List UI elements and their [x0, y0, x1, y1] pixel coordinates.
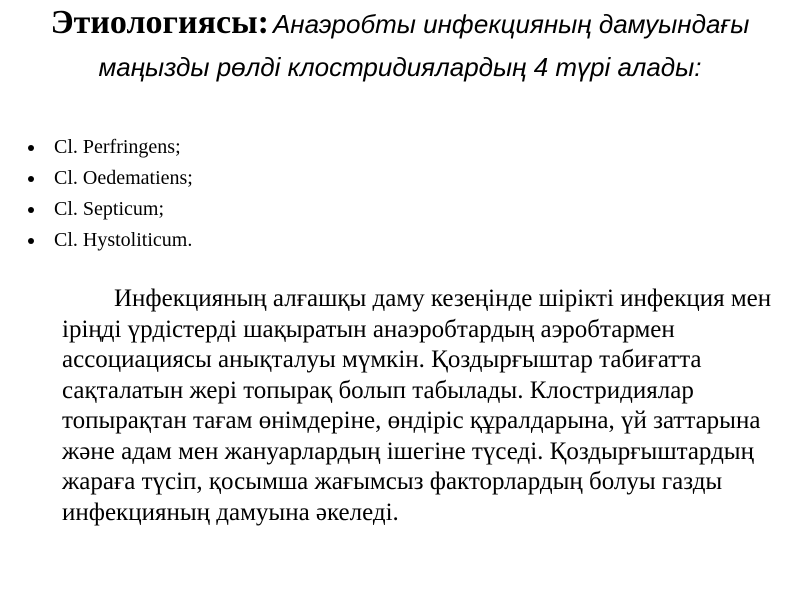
bullet-text: Cl. Hystoliticum.: [54, 229, 193, 251]
bullet-text: Cl. Oedematiens;: [54, 167, 193, 189]
slide-title: [20, 4, 780, 91]
list-item: [28, 194, 768, 225]
bullet-icon: [28, 176, 34, 182]
list-item: [28, 163, 768, 194]
list-item: [28, 132, 768, 163]
bullet-list: [28, 132, 768, 256]
list-item: [28, 225, 768, 256]
bullet-text: Cl. Perfringens;: [54, 136, 181, 158]
title-bold-label: Этиологиясы:: [50, 4, 269, 41]
bullet-icon: [28, 207, 34, 213]
body-paragraph: Инфекцияның алғашқы даму кезеңінде шірікті инфекция мен іріңді үрдістерді шақыратын анаэробтардың аэробтармен ассоциациясы анықталуы мүмкін. Қоздырғыштар табиғатта сақталатын жері топырақ болып табылады. Клостридиялар топырақтан тағам өнімдеріне, өндіріс құралдарына, үй заттарына және адам мен жануарлардың ішегіне түседі. Қоздырғыштардың жараға түсіп, қосымша жағымсыз факторлардың болуы газды инфекцияның дамуына әкеледі.: [62, 285, 772, 526]
title-italic-text: Анаэробты инфекцияның дамуындағы маңызды рөлді клостридиялардың 4 түрі алады:: [98, 9, 750, 82]
bullet-icon: [28, 145, 34, 151]
bullet-text: Cl. Septicum;: [54, 198, 164, 220]
bullet-icon: [28, 238, 34, 244]
